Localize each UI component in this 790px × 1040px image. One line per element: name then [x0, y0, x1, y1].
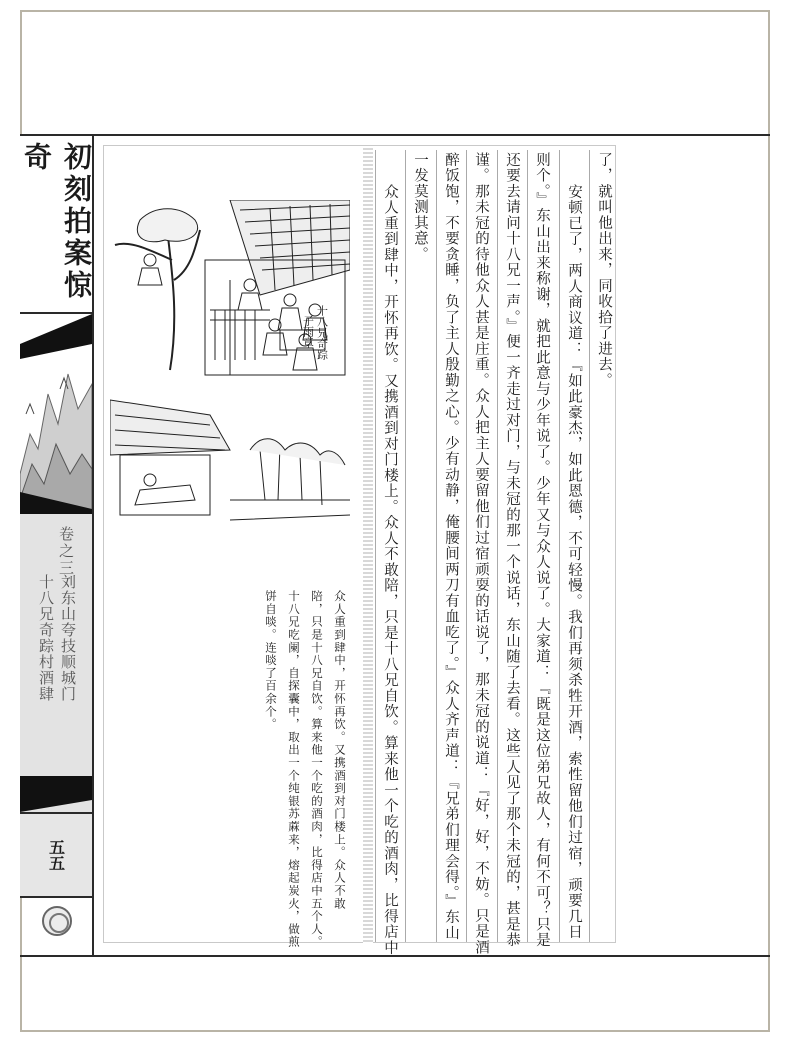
text-column: 众人重到肆中，开怀再饮。又携酒到对门楼上。众人不敢陪，只是十八兄自饮。算来他一个吃的酒肉，比得店中 [382, 184, 398, 956]
text-column: 一发莫测其意。 [412, 152, 428, 263]
text-column: 还要去请问十八兄一声。』便一齐走过对门，与未冠的那一个说话，东山随了去看。这些人见了那个未冠的，甚是恭 [504, 152, 520, 948]
column-rule [405, 150, 406, 942]
illustration-inscription-1: 十八兄奇踪 [315, 305, 329, 360]
side-strip [20, 136, 94, 956]
chapter-panel [20, 514, 92, 804]
text-column: 安顿已了，两人商议道：『如此豪杰，如此恩德，不可轻慢。我们再须杀牲开酒，索性留他们过宿，顽要几日 [566, 184, 582, 940]
illustration-caption [170, 590, 347, 949]
text-column: 醉饭饱，不要贪睡，负了主人殷勤之心。少有动静，俺腰间两刀有血吃了。』众人齐声道：『兄弟们理会得。』东山 [443, 152, 459, 941]
decorative-band [20, 776, 92, 812]
caption-line: 陪，只是十八兄自饮。算来他一个吃的酒肉，比得店中五个人。 [310, 590, 324, 949]
text-column: 则个。』东山出来称谢，就把此意与少年说了。少年又与众人说了。大家道：『既是这位弟兄故人，有何不可？只是 [534, 152, 550, 948]
book-title-box [20, 136, 92, 314]
top-rule [20, 134, 770, 136]
column-rule [589, 150, 590, 942]
landscape-decoration [20, 314, 92, 514]
column-rule [436, 150, 437, 942]
column-rule [559, 150, 560, 942]
book-title: 初刻拍案惊奇 [20, 142, 93, 302]
column-rule [527, 150, 528, 942]
seal-icon [42, 906, 72, 936]
caption-line: 十八兄吃阑，自探囊中，取出一个纯银苏蔴来，熔起炭火，做煎 [287, 590, 301, 949]
chapter-number: 卷之三 [57, 526, 75, 577]
page-number-box [20, 812, 92, 898]
chapter-title-line2: 十八兄奇踪村酒肆 [37, 574, 55, 702]
caption-line: 众人重到肆中，开怀再饮。又携酒到对门楼上。众人不敢 [333, 590, 347, 910]
text-column: 了，就叫他出来，同收拾了进去。 [596, 152, 612, 389]
text-column: 谨。那未冠的待他众人甚是庄重。众人把主人要留他们过宿顽耍的话说了，那未冠的说道：『好，好，不妨。只是酒 [473, 152, 489, 956]
illustration-inscription-2: 子雨章 [301, 315, 315, 348]
page-number: 五五 [46, 839, 66, 871]
column-divider [363, 148, 373, 943]
column-rule [375, 150, 376, 942]
caption-line: 饼自啖。连啖了百余个。 [264, 590, 278, 731]
column-rule [466, 150, 467, 942]
chapter-title-line1: 刘东山夸技顺城门 [59, 574, 77, 702]
woodblock-illustration [110, 200, 350, 540]
column-rule [497, 150, 498, 942]
